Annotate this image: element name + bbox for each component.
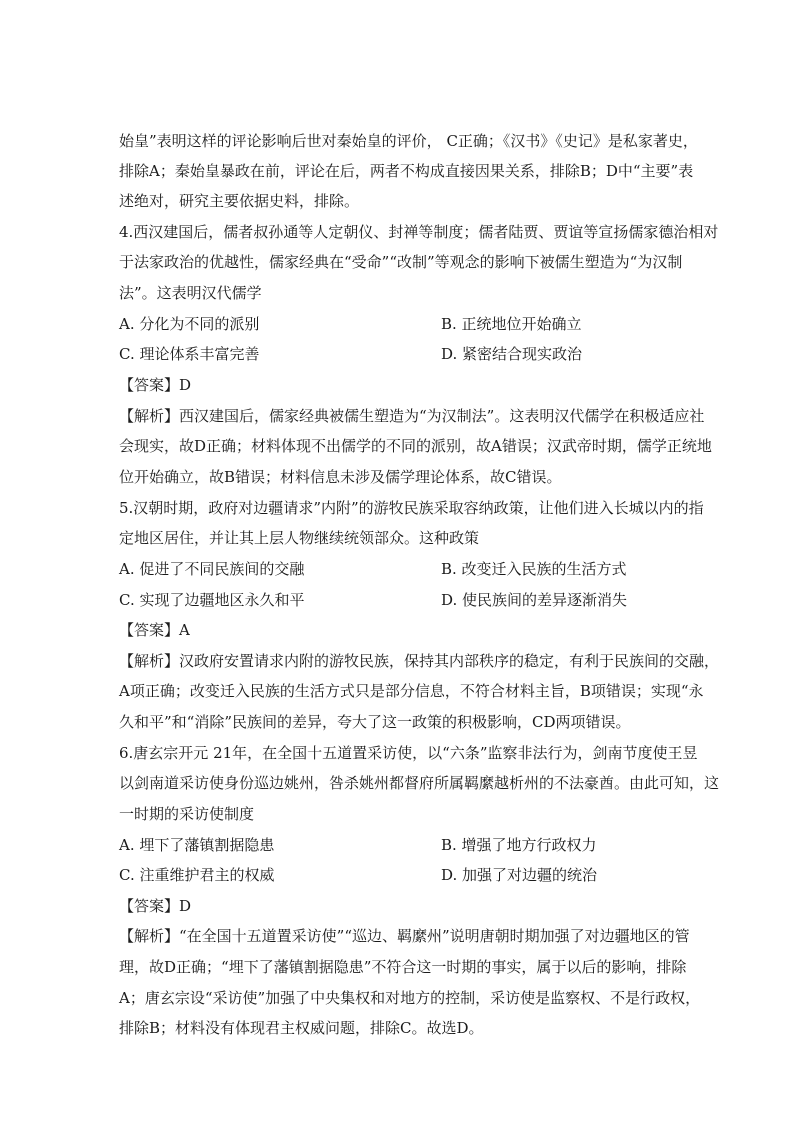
- question-6-line: 一时期的采访使制度: [119, 805, 255, 823]
- q5-option-a: A. 促进了不同民族间的交融: [119, 560, 305, 578]
- question-5-line: 定地区居住，并让其上层人物继续统领部众。这种政策: [119, 529, 480, 547]
- q4-option-c: C. 理论体系丰富完善: [119, 345, 260, 363]
- q6-option-b: B. 增强了地方行政权力: [441, 836, 597, 854]
- q5-option-d: D. 使民族间的差异逐渐消失: [441, 591, 628, 609]
- answer-4: 【答案】D: [119, 376, 192, 394]
- q6-option-d: D. 加强了对边疆的统治: [441, 866, 598, 884]
- question-4-line: 4.西汉建国后，儒者叔孙通等人定朝仪、封禅等制度；儒者陆贾、贾谊等宣扬儒家德治相对: [119, 223, 719, 241]
- question-5-line: 5.汉朝时期，政府对边疆请求”内附”的游牧民族采取容纳政策，让他们进入长城以内的指: [119, 499, 704, 517]
- question-4-line: 法”。这表明汉代儒学: [119, 284, 262, 302]
- text-line: 排除A；秦始皇暴政在前，评论在后，两者不构成直接因果关系，排除B；D中“主要”表: [119, 162, 694, 180]
- analysis-6-line: 排除B；材料没有体现君主权威问题，排除C。故选D。: [119, 1019, 484, 1037]
- q4-option-b: B. 正统地位开始确立: [441, 315, 582, 333]
- answer-5: 【答案】A: [119, 621, 190, 639]
- q4-option-d: D. 紧密结合现实政治: [441, 345, 583, 363]
- text-line: 始皇”表明这样的评论影响后世对秦始皇的评价， C正确；《汉书》《史记》是私家著史，: [119, 132, 698, 150]
- q6-option-c: C. 注重维护君主的权威: [119, 866, 275, 884]
- analysis-4-line: 位开始确立，故B错误；材料信息未涉及儒学理论体系，故C错误。: [119, 468, 562, 486]
- q5-option-c: C. 实现了边疆地区永久和平: [119, 591, 305, 609]
- q4-option-a: A. 分化为不同的派别: [119, 315, 260, 333]
- answer-6: 【答案】D: [119, 897, 192, 915]
- analysis-4-line: 【解析】西汉建国后，儒家经典被儒生塑造为“为汉制法”。这表明汉代儒学在积极适应社: [119, 407, 705, 425]
- analysis-6-line: A；唐玄宗设“采访使”加强了中央集权和对地方的控制，采访使是监察权、不是行政权，: [119, 989, 701, 1007]
- analysis-5-line: A项正确；改变迁入民族的生活方式只是部分信息，不符合材料主旨，B项错误；实现“永: [119, 682, 704, 700]
- analysis-6-line: 理，故D正确；“埋下了藩镇割据隐患”不符合这一时期的事实，属于以后的影响，排除: [119, 958, 687, 976]
- question-4-line: 于法家政治的优越性，儒家经典在“受命”“改制”等观念的影响下被儒生塑造为“为汉制: [119, 253, 683, 271]
- question-6-line: 6.唐玄宗开元 21年，在全国十五道置采访使，以“六条”监察非法行为，剑南节度使王昱: [119, 744, 698, 762]
- q5-option-b: B. 改变迁入民族的生活方式: [441, 560, 627, 578]
- analysis-5-line: 【解析】汉政府安置请求内附的游牧民族，保持其内部秩序的稳定，有利于民族间的交融，: [119, 652, 720, 670]
- text-line: 述绝对，研究主要依据史料，排除。: [119, 192, 360, 210]
- question-6-line: 以剑南道采访使身份巡边姚州，咎杀姚州都督府所属羁縻越析州的不法豪酋。由此可知，这: [119, 774, 720, 792]
- analysis-4-line: 会现实，故D正确；材料体现不出儒学的不同的派别，故A错误；汉武帝时期，儒学正统地: [119, 437, 712, 455]
- analysis-6-line: 【解析】“在全国十五道置采访使”“巡边、羁縻州”说明唐朝时期加强了对边疆地区的管: [119, 927, 690, 945]
- q6-option-a: A. 埋下了藩镇割据隐患: [119, 836, 275, 854]
- analysis-5-line: 久和平”和“消除”民族间的差异，夸大了这一政策的积极影响，CD两项错误。: [119, 713, 631, 731]
